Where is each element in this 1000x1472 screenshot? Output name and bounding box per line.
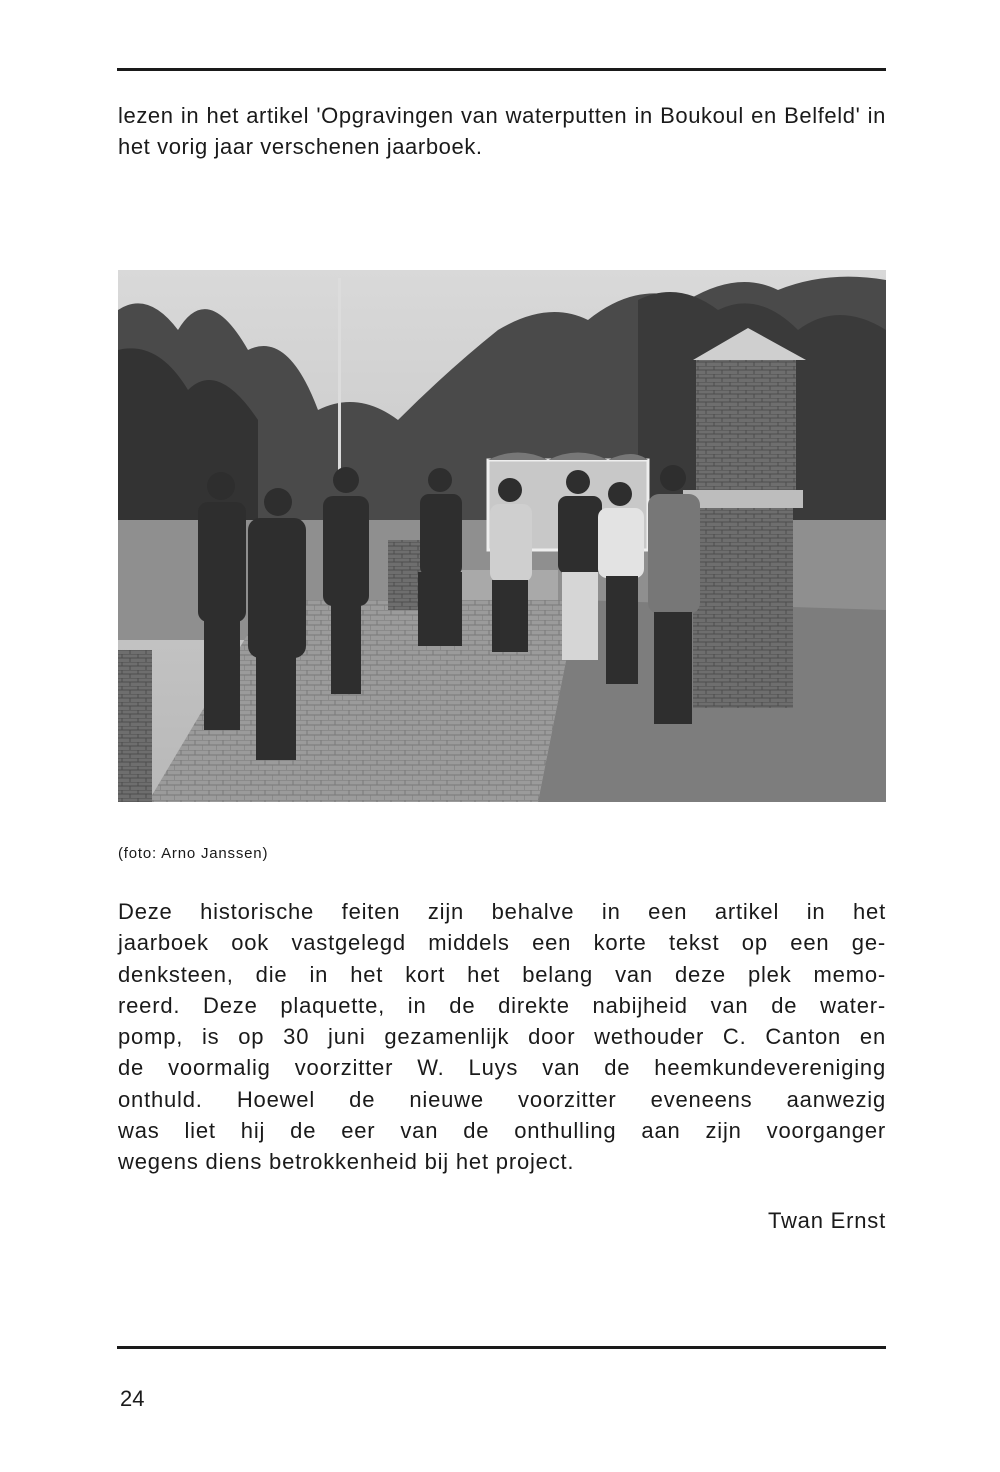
intro-paragraph — [118, 100, 886, 162]
body-line: onthuld. Hoewel de nieuwe voorzitter eveneens aanwezig — [118, 1086, 886, 1112]
photo-illustration — [118, 270, 886, 802]
author-name: Twan Ernst — [767, 1208, 886, 1233]
body-paragraph — [118, 896, 886, 1178]
intro-line: lezen in het artikel 'Opgravingen van waterputten in Boukoul — [118, 103, 744, 128]
page-number: 24 — [120, 1386, 145, 1411]
body-line: Deze historische feiten zijn behalve in een artikel in het — [118, 899, 886, 924]
bottom-rule — [117, 1346, 886, 1349]
body-line: was liet hij de eer van de onthulling aan zijn voorganger — [118, 1118, 886, 1144]
body-line: reerd. Deze plaquette, in de direkte nabijheid van de water- — [118, 992, 886, 1018]
body-line: jaarboek ook vastgelegd middels een korte tekst op een ge- — [118, 930, 886, 956]
photo-group-at-monument — [118, 270, 886, 802]
body-line: pomp, is op 30 juni gezamenlijk door wethouder C. Canton en — [118, 1024, 886, 1050]
body-line: de voormalig voorzitter W. Luys van de heemkundevereniging — [118, 1055, 886, 1081]
body-line: denksteen, die in het kort het belang van deze plek memo- — [118, 961, 886, 987]
top-rule — [117, 68, 886, 71]
intro-line: en Belfeld' in het vorig jaar verschenen jaarboek. — [118, 103, 887, 159]
photo-caption: (foto: Arno Janssen) — [118, 845, 269, 862]
body-line: wegens diens betrokkenheid bij het project. — [118, 1149, 575, 1175]
